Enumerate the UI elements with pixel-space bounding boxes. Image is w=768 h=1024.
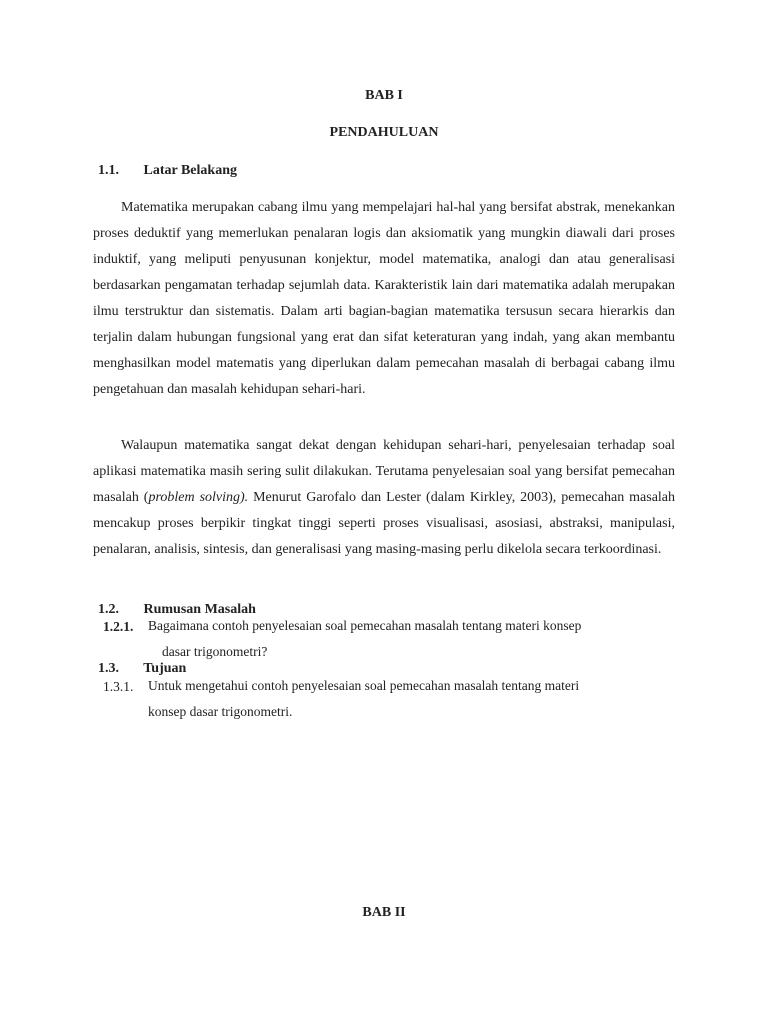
subsection-text-1-2-1 — [148, 613, 581, 665]
section-number: 1.2. — [98, 602, 119, 617]
subsection-line: dasar trigonometri? — [162, 644, 268, 659]
subsection-line: Untuk mengetahui contoh penyelesaian soal pemecahan masalah tentang materi — [148, 678, 580, 693]
section-number: 1.1. — [98, 163, 119, 178]
chapter-title-1: BAB I — [365, 88, 403, 103]
paragraph-2-part1: Walaupun matematika sangat dekat dengan kehidupan sehari-hari, penyelesaian terhadap soal aplikasi matematika masih sering sulit dilakukan. Terutama penyelesaian soal yang bersifat pemecahan masalah ( — [93, 438, 675, 505]
chapter-subtitle-1: PENDAHULUAN — [329, 125, 439, 140]
section-heading-latar-belakang — [98, 163, 237, 179]
subsection-line: konsep dasar trigonometri. — [148, 704, 293, 719]
subsection-text-1-3-1 — [148, 673, 579, 725]
section-title: Tujuan — [143, 661, 187, 676]
paragraph-2 — [93, 433, 675, 563]
subsection-line: Bagaimana contoh penyelesaian soal pemecahan masalah tentang materi konsep — [148, 618, 582, 633]
paragraph-1-text: Matematika merupakan cabang ilmu yang mempelajari hal-hal yang bersifat abstrak, menekankan proses deduktif yang memerlukan penalaran logis dan aksiomatik yang mungkin diawali dari proses induktif, yang meliputi penyusunan konjektur, model matematika, analogi dan atau generalisasi berdasarkan pengamatan terhadap sejumlah data. Karakteristik lain dari matematika adalah merupakan ilmu terstruktur dan sistematis. Dalam arti bagian-bagian matematika tersusun secara hierarkis dan terjalin dalam hubungan fungsional yang erat dan sifat keteraturan yang indah, yang akan membantu menghasilkan model matematis yang diperlukan dalam pemecahan masalah di berbagai cabang ilmu pengetahuan dan masalah kehidupan sehari-hari. — [93, 200, 675, 397]
subsection-number-1-2-1: 1.2.1. — [103, 619, 134, 634]
paragraph-1 — [93, 195, 675, 403]
section-title: Rumusan Masalah — [143, 602, 256, 617]
paragraph-2-text — [93, 433, 675, 563]
paragraph-2-part2: Menurut Garofalo dan Lester (dalam Kirkley, 2003), pemecahan masalah mencakup proses berpikir tingkat tinggi seperti proses visualisasi, asosiasi, abstraksi, manipulasi, penalaran, analisis, sintesis, dan generalisasi yang masing-masing perlu dikelola secara terkoordinasi. — [93, 490, 676, 557]
subsection-number-1-3-1: 1.3.1. — [103, 679, 134, 694]
section-number: 1.3. — [98, 661, 119, 676]
paragraph-2-italic: problem solving). — [148, 490, 249, 505]
chapter-title-2: BAB II — [362, 905, 406, 920]
section-title: Latar Belakang — [143, 163, 237, 178]
